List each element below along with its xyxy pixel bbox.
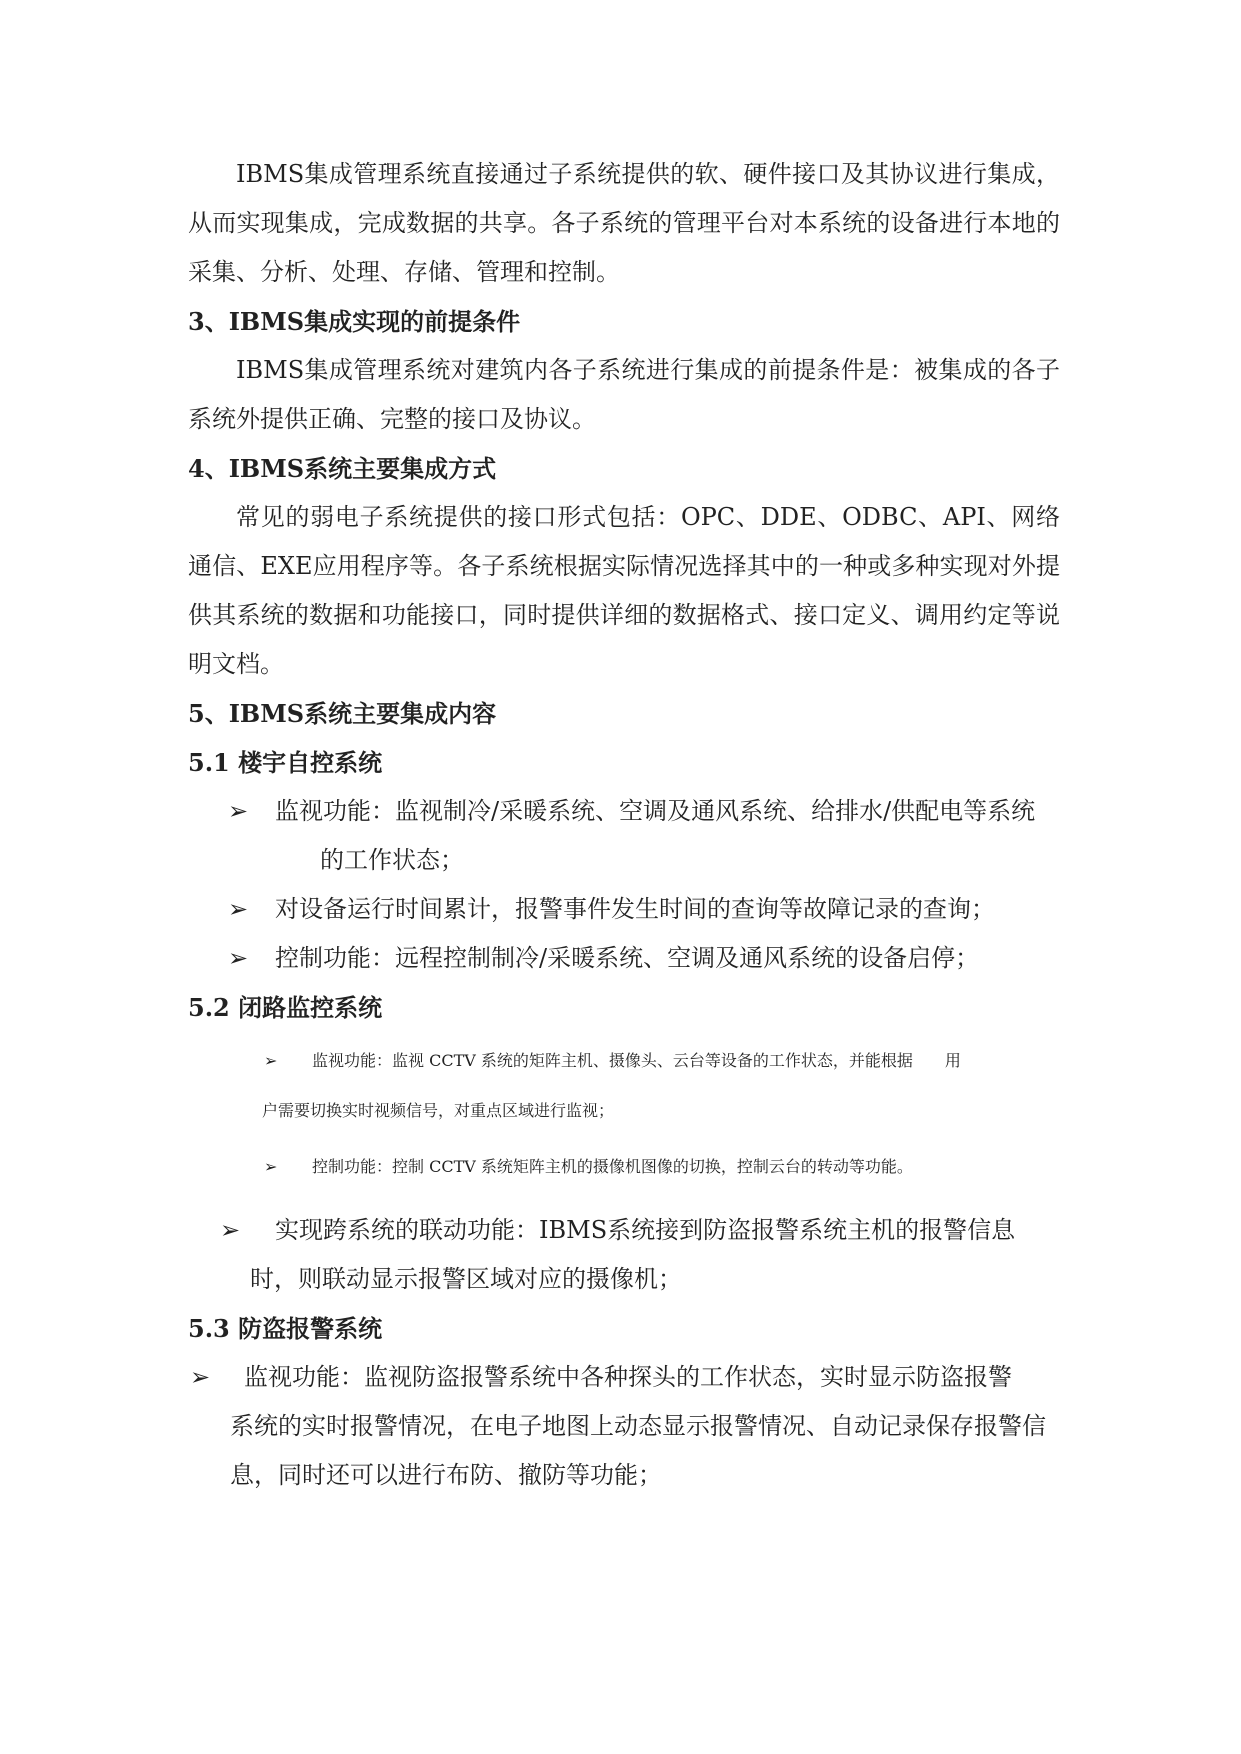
heading-5-3: 5.3 防盗报警系统 (188, 1314, 383, 1343)
heading-4: 4、IBMS系统主要集成方式 (188, 454, 497, 483)
bullet-text: 控制功能：控制 CCTV 系统矩阵主机的摄像机图像的切换，控制云台的转动等功能。 (312, 1157, 913, 1176)
arrow-bullet-icon: ➢ (227, 944, 249, 972)
bullet-text: 对设备运行时间累计，报警事件发生时间的查询等故障记录的查询； (275, 895, 995, 923)
heading-3: 3、IBMS集成实现的前提条件 (188, 307, 521, 336)
paragraph-integration-methods: 常见的弱电子系统提供的接口形式包括：OPC、DDE、ODBC、API、网络通信、EXE应用程序等。各子系统根据实际情况选择其中的一种或多种实现对外提供其系统的数据和功能接口，同时提供详细的数据格式、接口定义、调用约定等说明文档。 (188, 503, 1060, 678)
bullet-item (188, 1142, 1060, 1192)
bullet-item (188, 1206, 1060, 1304)
arrow-bullet-icon: ➢ (227, 895, 249, 923)
bullet-text: 监视功能：监视制冷/采暖系统、空调及通风系统、给排水/供配电等系统 (275, 797, 1036, 825)
heading-5-2: 5.2 闭路监控系统 (188, 993, 383, 1022)
bullet-text: 监视功能：监视防盗报警系统中各种探头的工作状态，实时显示防盗报警 (244, 1363, 1012, 1391)
bullet-text: 监视功能：监视 CCTV 系统的矩阵主机、摄像头、云台等设备的工作状态，并能根据 用 (312, 1051, 961, 1070)
bullet-item (188, 885, 1060, 934)
bullet-item (188, 934, 1060, 983)
arrow-bullet-icon: ➢ (264, 1157, 278, 1176)
paragraph-prerequisite: IBMS集成管理系统对建筑内各子系统进行集成的前提条件是：被集成的各子系统外提供正确、完整的接口及协议。 (188, 356, 1060, 433)
bullet-item (188, 1353, 1060, 1500)
arrow-bullet-icon: ➢ (219, 1216, 241, 1244)
bullet-text-continued: 时，则联动显示报警区域对应的摄像机； (250, 1265, 682, 1293)
heading-5-1: 5.1 楼宇自控系统 (188, 748, 383, 777)
arrow-bullet-icon: ➢ (189, 1363, 211, 1391)
paragraph-intro: IBMS集成管理系统直接通过子系统提供的软、硬件接口及其协议进行集成，从而实现集成，完成数据的共享。各子系统的管理平台对本系统的设备进行本地的采集、分析、处理、存储、管理和控制。 (188, 160, 1060, 286)
bullet-text: 控制功能：远程控制制冷/采暖系统、空调及通风系统的设备启停； (275, 944, 980, 972)
heading-5: 5、IBMS系统主要集成内容 (188, 699, 497, 728)
document-body (188, 150, 1060, 1500)
bullet-text: 实现跨系统的联动功能：IBMS系统接到防盗报警系统主机的报警信息 (275, 1216, 1016, 1244)
bullet-text-continued: 户需要切换实时视频信号，对重点区域进行监视； (262, 1101, 615, 1120)
arrow-bullet-icon: ➢ (227, 797, 249, 825)
arrow-bullet-icon: ➢ (264, 1051, 278, 1070)
bullet-item (188, 1036, 1060, 1136)
bullet-text-continued: 的工作状态； (320, 846, 464, 874)
bullet-item (188, 787, 1060, 885)
bullet-text-continued: 系统的实时报警情况，在电子地图上动态显示报警情况、自动记录保存报警信息，同时还可以进行布防、撤防等功能； (230, 1412, 1046, 1489)
